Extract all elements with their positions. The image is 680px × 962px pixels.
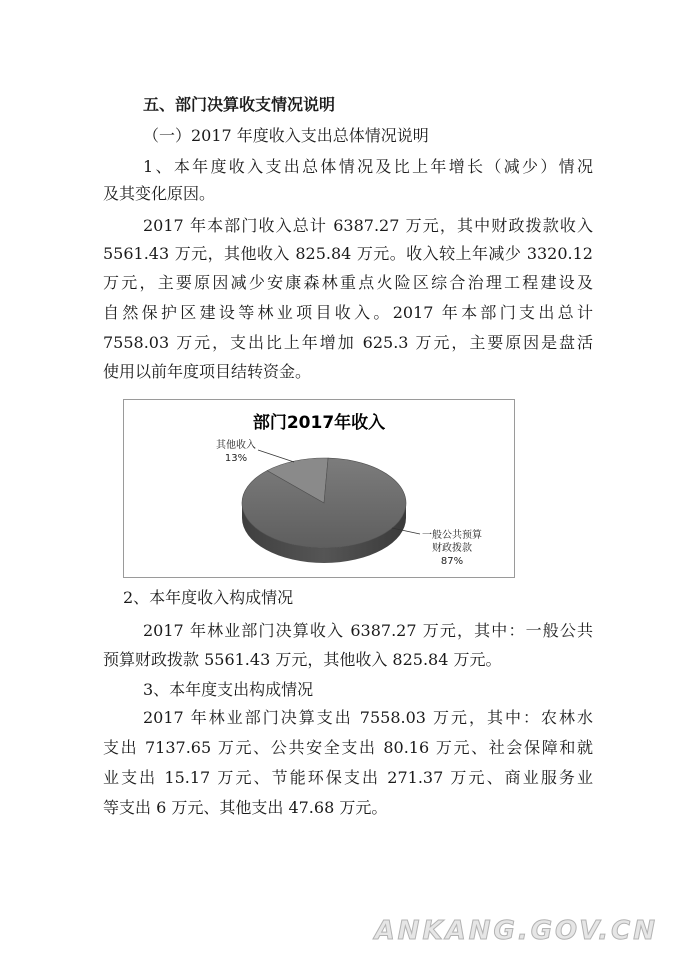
label-fiscal-name-2: 财政拨款 [432, 543, 472, 554]
item2-line-2: 预算财政拨款 5561.43 万元，其他收入 825.84 万元。 [103, 650, 502, 669]
label-fiscal-name-1: 一般公共预算 [422, 530, 482, 541]
item1-line-2: 5561.43 万元，其他收入 825.84 万元。收入较上年减少 3320.12 [103, 244, 593, 263]
item1-line-1: 2017 年本部门收入总计 6387.27 万元，其中财政拨款收入 [143, 216, 593, 235]
item1-heading: 1、本年度收入支出总体情况及比上年增长（减少）情况 [143, 157, 593, 176]
label-other-income-name: 其他收入 [216, 440, 256, 451]
item3-line-1: 2017 年林业部门决算支出 7558.03 万元，其中：农林水 [143, 708, 593, 727]
item2-line-1: 2017 年林业部门决算收入 6387.27 万元，其中：一般公共 [143, 621, 593, 640]
item3-heading: 3、本年度支出构成情况 [143, 680, 314, 699]
label-other-income-pct: 13% [224, 453, 248, 464]
item3-line-3: 业支出 15.17 万元、节能环保支出 271.37 万元、商业服务业 [103, 768, 593, 787]
income-pie-chart [123, 399, 515, 578]
item3-line-4: 等支出 6 万元、其他支出 47.68 万元。 [103, 798, 388, 817]
chart-title: 部门2017年收入 [252, 413, 386, 433]
item3-line-2: 支出 7137.65 万元、公共安全支出 80.16 万元、社会保障和就 [103, 738, 593, 757]
item1-line-4: 自然保护区建设等林业项目收入。2017 年本部门支出总计 [103, 303, 593, 322]
item1-line-6: 使用以前年度项目结转资金。 [103, 362, 312, 381]
section-title: 五、部门决算收支情况说明 [143, 95, 336, 114]
subsection-title: （一）2017 年度收入支出总体情况说明 [143, 126, 429, 145]
pie-chart-svg [124, 400, 514, 577]
leader-line-0 [258, 450, 294, 462]
site-watermark: ANKANG.GOV.CN [374, 916, 658, 946]
item1-line-3: 万元，主要原因减少安康森林重点火险区综合治理工程建设及 [103, 273, 593, 292]
item1-line-5: 7558.03 万元，支出比上年增加 625.3 万元，主要原因是盘活 [103, 333, 593, 352]
item2-heading: 2、本年度收入构成情况 [123, 588, 294, 607]
label-fiscal-pct: 87% [440, 556, 464, 567]
item1-heading-cont: 及其变化原因。 [103, 184, 216, 203]
